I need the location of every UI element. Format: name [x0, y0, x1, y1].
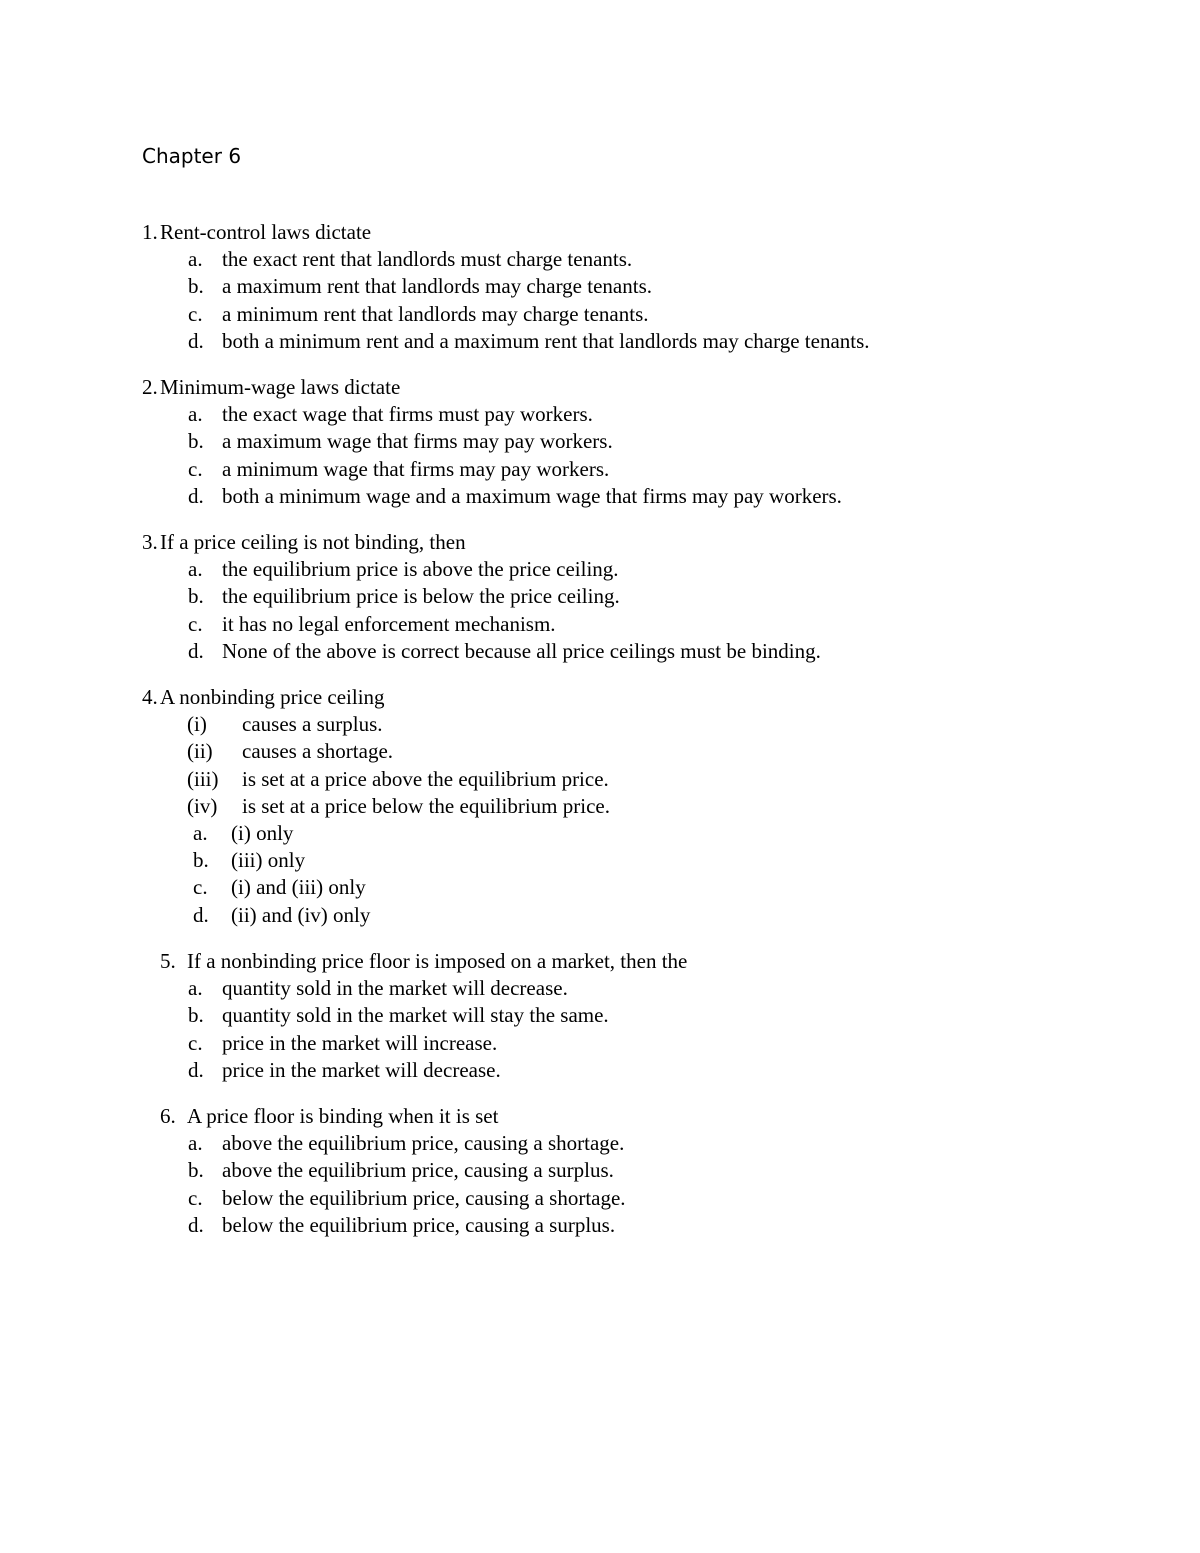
answer-option — [0, 328, 1200, 355]
answer-option — [0, 638, 1200, 665]
option-letter: d. — [188, 483, 204, 508]
question-number: 6. — [160, 1104, 176, 1128]
option-letter: b. — [188, 584, 204, 609]
roman-statement — [0, 793, 1200, 820]
chapter-title: Chapter 6 — [142, 144, 242, 168]
answer-option — [0, 1057, 1200, 1084]
option-text: price in the market will increase. — [222, 1030, 498, 1055]
option-text: None of the above is correct because all price ceilings must be binding. — [222, 638, 821, 663]
option-text: (iii) only — [231, 848, 306, 873]
option-letter: d. — [188, 1057, 204, 1082]
option-letter: b. — [188, 429, 204, 454]
question-6 — [0, 1103, 1200, 1239]
answer-option — [0, 428, 1200, 455]
option-letter: c. — [188, 1030, 203, 1055]
roman-text: is set at a price below the equilibrium price. — [242, 793, 610, 818]
option-letter: b. — [193, 848, 209, 873]
roman-statement — [0, 711, 1200, 738]
answer-option — [0, 1212, 1200, 1239]
question-number: 5. — [160, 949, 176, 973]
question-2 — [0, 374, 1200, 510]
answer-option — [0, 456, 1200, 483]
question-4 — [0, 684, 1200, 929]
option-text: above the equilibrium price, causing a surplus. — [222, 1158, 614, 1183]
question-text: A price floor is binding when it is set — [187, 1104, 499, 1128]
option-letter: d. — [188, 328, 204, 353]
option-text: a minimum rent that landlords may charge tenants. — [222, 301, 649, 326]
option-text: quantity sold in the market will decrease. — [222, 976, 568, 1001]
question-stem — [0, 684, 1200, 711]
question-stem — [0, 529, 1200, 556]
option-letter: d. — [188, 1212, 204, 1237]
roman-label: (iv) — [187, 793, 218, 818]
option-letter: d. — [188, 638, 204, 663]
roman-statement — [0, 766, 1200, 793]
option-text: quantity sold in the market will stay the same. — [222, 1003, 609, 1028]
question-1 — [0, 219, 1200, 355]
answer-option — [0, 874, 1200, 901]
option-letter: a. — [188, 402, 203, 427]
option-text: the equilibrium price is above the price ceiling. — [222, 557, 619, 582]
option-letter: a. — [188, 976, 203, 1001]
roman-label: (i) — [187, 712, 207, 737]
option-text: the exact wage that firms must pay workers. — [222, 402, 593, 427]
option-letter: b. — [188, 1003, 204, 1028]
option-letter: c. — [188, 301, 203, 326]
roman-statement — [0, 738, 1200, 765]
option-text: a maximum wage that firms may pay workers. — [222, 429, 613, 454]
option-letter: c. — [188, 611, 203, 636]
question-stem — [0, 948, 1200, 975]
question-text: A nonbinding price ceiling — [160, 685, 385, 709]
answer-option — [0, 246, 1200, 273]
option-text: the equilibrium price is below the price ceiling. — [222, 584, 620, 609]
option-text: it has no legal enforcement mechanism. — [222, 611, 556, 636]
option-letter: a. — [188, 1131, 203, 1156]
option-text: a minimum wage that firms may pay workers. — [222, 456, 610, 481]
answer-option — [0, 273, 1200, 300]
roman-text: causes a surplus. — [242, 712, 383, 737]
question-3 — [0, 529, 1200, 665]
question-number: 2. — [142, 375, 158, 399]
option-text: (ii) and (iv) only — [231, 902, 371, 927]
question-text: If a price ceiling is not binding, then — [160, 530, 466, 554]
option-letter: b. — [188, 1158, 204, 1183]
question-number: 1. — [142, 220, 158, 244]
question-number: 3. — [142, 530, 158, 554]
option-letter: c. — [193, 875, 208, 900]
option-text: the exact rent that landlords must charge tenants. — [222, 247, 633, 272]
answer-option — [0, 301, 1200, 328]
question-number: 4. — [142, 685, 158, 709]
answer-option — [0, 401, 1200, 428]
answer-option — [0, 1030, 1200, 1057]
option-letter: d. — [193, 902, 209, 927]
answer-option — [0, 902, 1200, 929]
answer-option — [0, 1130, 1200, 1157]
question-stem — [0, 219, 1200, 246]
answer-option — [0, 1157, 1200, 1184]
option-letter: c. — [188, 1185, 203, 1210]
option-text: both a minimum rent and a maximum rent that landlords may charge tenants. — [222, 328, 870, 353]
question-stem — [0, 374, 1200, 401]
answer-option — [0, 820, 1200, 847]
question-text: Rent-control laws dictate — [160, 220, 372, 244]
question-stem — [0, 1103, 1200, 1130]
roman-label: (iii) — [187, 766, 219, 791]
roman-text: is set at a price above the equilibrium price. — [242, 766, 609, 791]
option-text: price in the market will decrease. — [222, 1057, 501, 1082]
option-text: (i) and (iii) only — [231, 875, 366, 900]
option-text: both a minimum wage and a maximum wage that firms may pay workers. — [222, 483, 842, 508]
answer-option — [0, 583, 1200, 610]
roman-label: (ii) — [187, 739, 213, 764]
answer-option — [0, 975, 1200, 1002]
roman-text: causes a shortage. — [242, 739, 394, 764]
option-text: below the equilibrium price, causing a surplus. — [222, 1212, 616, 1237]
option-text: (i) only — [231, 820, 294, 845]
option-letter: b. — [188, 274, 204, 299]
option-letter: a. — [188, 247, 203, 272]
question-text: If a nonbinding price floor is imposed on a market, then the — [187, 949, 688, 973]
option-letter: c. — [188, 456, 203, 481]
option-letter: a. — [193, 820, 208, 845]
answer-option — [0, 1185, 1200, 1212]
answer-option — [0, 556, 1200, 583]
answer-option — [0, 483, 1200, 510]
answer-option — [0, 611, 1200, 638]
question-5 — [0, 948, 1200, 1084]
option-letter: a. — [188, 557, 203, 582]
answer-option — [0, 847, 1200, 874]
option-text: above the equilibrium price, causing a shortage. — [222, 1131, 625, 1156]
question-text: Minimum-wage laws dictate — [160, 375, 401, 399]
option-text: below the equilibrium price, causing a shortage. — [222, 1185, 626, 1210]
answer-option — [0, 1002, 1200, 1029]
option-text: a maximum rent that landlords may charge tenants. — [222, 274, 652, 299]
